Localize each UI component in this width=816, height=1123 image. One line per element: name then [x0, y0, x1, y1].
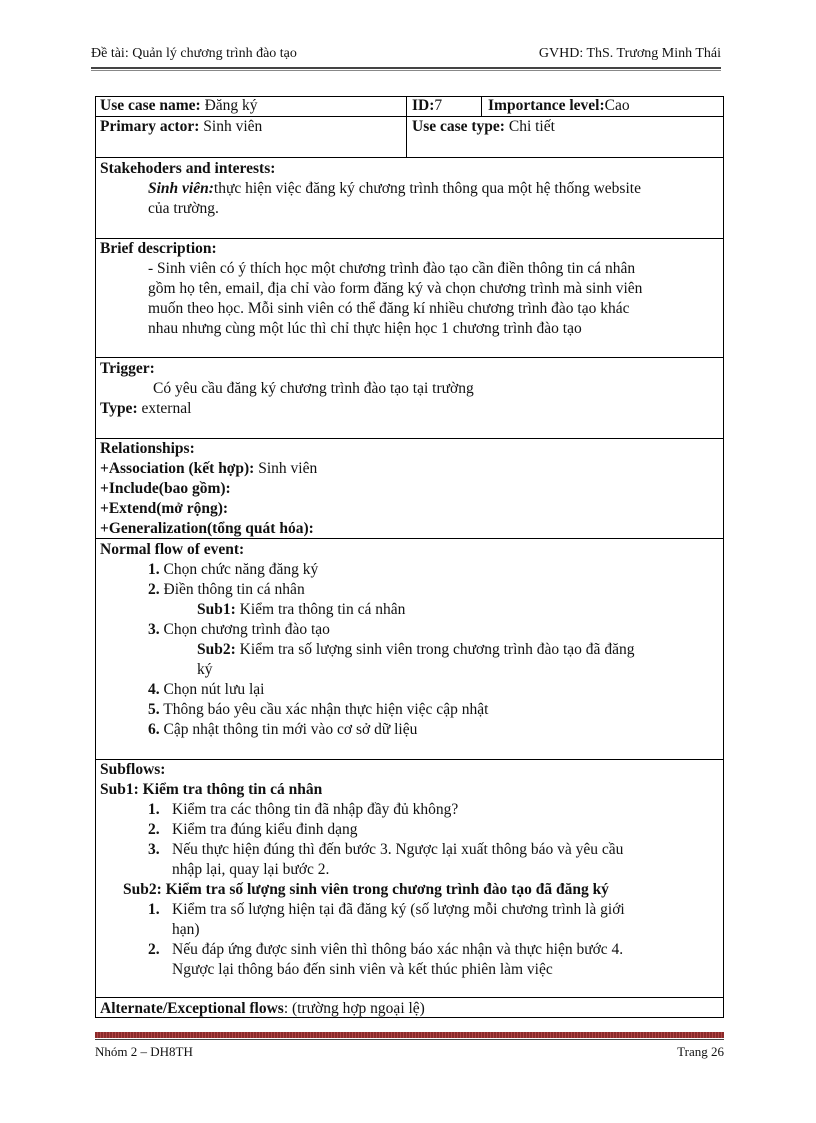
- step-number: 2.: [148, 581, 160, 598]
- table-line-normal-flow: [95, 759, 724, 760]
- footer-group: Nhóm 2 – DH8TH: [95, 1044, 193, 1059]
- step-number: 5.: [148, 701, 160, 718]
- brief-line: - Sinh viên có ý thích học một chương trình đào tạo cần điền thông tin cá nhân: [148, 260, 636, 277]
- association-value: Sinh viên: [254, 460, 318, 477]
- table-line-brief: [95, 357, 724, 358]
- step-text: Chọn chức năng đăng ký: [159, 561, 319, 578]
- step-text: Chọn nút lưu lại: [159, 681, 265, 698]
- brief-line: gồm họ tên, email, địa chỉ vào form đăng ký và chọn chương trình mà sinh viên: [148, 280, 643, 297]
- stakeholder-actor: Sinh viên:: [148, 180, 214, 197]
- normal-flow-sub2: [197, 640, 634, 660]
- alternate-flows: [100, 999, 425, 1019]
- normal-flow-step: [148, 620, 330, 640]
- step-text: Điền thông tin cá nhân: [159, 581, 305, 598]
- subflow1-title: Sub1: Kiểm tra thông tin cá nhân: [100, 781, 323, 798]
- footer-rule: [95, 1032, 724, 1038]
- footer-page-number: Trang 26: [677, 1044, 724, 1059]
- use-case-name-label: Use case name:: [100, 97, 201, 114]
- use-case-name-cell: [100, 96, 258, 116]
- table-vline-mid: [406, 96, 407, 157]
- table-vline-id: [481, 96, 482, 116]
- stakeholders-title: Stakehoders and interests:: [100, 160, 276, 177]
- primary-actor-cell: [100, 117, 262, 137]
- association-label: +Association (kết hợp):: [100, 460, 255, 477]
- step-text: Chọn chương trình đào tạo: [159, 621, 330, 638]
- subflow2-title: Sub2: Kiểm tra số lượng sinh viên trong chương trình đào tạo đã đăng ký: [123, 881, 609, 898]
- step-number: 3.: [148, 621, 160, 638]
- page-footer: [95, 1044, 724, 1062]
- normal-flow-sub1: [197, 600, 405, 620]
- subflow-step-text-cont: nhập lại, quay lại bước 2.: [172, 861, 330, 878]
- header-topic: Đề tài: Quản lý chương trình đào tạo: [91, 46, 297, 61]
- brief-title: Brief description:: [100, 240, 217, 257]
- subflow-step-text: Kiểm tra số lượng hiện tại đã đăng ký (số lượng mỗi chương trình là giới: [172, 901, 625, 918]
- relationship-include: +Include(bao gồm):: [100, 480, 231, 497]
- normal-flow-step: [148, 580, 305, 600]
- importance-value: Cao: [604, 97, 630, 114]
- subflow-step-number: 2.: [148, 941, 160, 958]
- relationships-title: Relationships:: [100, 440, 195, 457]
- use-case-type-label: Use case type:: [412, 118, 505, 135]
- alternate-flows-value: : (trường hợp ngoại lệ): [283, 1000, 425, 1017]
- subflow-step-text-cont: Ngược lại thông báo đến sinh viên và kết thúc phiên làm việc: [172, 961, 553, 978]
- subflow-step-text: Kiểm tra đúng kiểu đinh dạng: [172, 821, 358, 838]
- trigger-type: [100, 399, 191, 419]
- subflows-title: Subflows:: [100, 761, 166, 778]
- normal-flow-step: [148, 720, 417, 740]
- trigger-title: Trigger:: [100, 360, 155, 377]
- step-text: Cập nhật thông tin mới vào cơ sở dữ liệu: [159, 721, 418, 738]
- use-case-name-value: Đăng ký: [200, 97, 258, 114]
- subflow-step-text: Nếu đáp ứng được sinh viên thì thông báo xác nhận và thực hiện bước 4.: [172, 941, 624, 958]
- subflow-step-number: 1.: [148, 901, 160, 918]
- relationship-extend: +Extend(mở rộng):: [100, 500, 229, 517]
- sub2-label: Sub2:: [197, 641, 236, 658]
- subflow-step-text: Kiểm tra các thông tin đã nhập đầy đủ không?: [172, 801, 459, 818]
- use-case-type-value: Chi tiết: [504, 118, 555, 135]
- trigger-type-label: Type:: [100, 400, 138, 417]
- step-number: 1.: [148, 561, 160, 578]
- primary-actor-label: Primary actor:: [100, 118, 200, 135]
- normal-flow-title: Normal flow of event:: [100, 541, 245, 558]
- stakeholder-interest: thực hiện việc đăng ký chương trình thông qua một hệ thống website: [213, 180, 641, 197]
- page-header: [91, 46, 721, 66]
- header-advisor: GVHD: ThS. Trương Minh Thái: [538, 46, 721, 61]
- sub2-text: Kiểm tra số lượng sinh viên trong chương trình đào tạo đã đăng: [235, 641, 635, 658]
- normal-flow-step: [148, 680, 264, 700]
- importance-cell: [488, 96, 630, 116]
- id-label: ID:: [412, 97, 435, 114]
- use-case-type-cell: [412, 117, 555, 137]
- normal-flow-step: [148, 700, 488, 720]
- subflow-step-text: Nếu thực hiện đúng thì đến bước 3. Ngược lại xuất thông báo và yêu cầu: [172, 841, 624, 858]
- step-number: 6.: [148, 721, 160, 738]
- subflow-step-number: 1.: [148, 801, 160, 818]
- primary-actor-value: Sinh viên: [199, 118, 263, 135]
- subflow-step-number: 3.: [148, 841, 160, 858]
- footer-rule-thin: [95, 1039, 724, 1040]
- table-line-subflows: [95, 997, 724, 998]
- brief-line: nhau nhưng cùng một lúc thì chỉ thực hiện học 1 chương trình đào tạo: [148, 320, 582, 337]
- id-value: 7: [434, 97, 443, 114]
- importance-label: Importance level:: [488, 97, 605, 114]
- header-rule: [91, 67, 721, 69]
- table-line-row2: [95, 157, 724, 158]
- header-rule-thin: [91, 70, 721, 71]
- step-text: Thông báo yêu cầu xác nhận thực hiện việc cập nhật: [159, 701, 489, 718]
- normal-flow-sub2-cont: ký: [197, 661, 213, 678]
- step-number: 4.: [148, 681, 160, 698]
- relationship-generalization: +Generalization(tổng quát hóa):: [100, 520, 314, 537]
- relationship-association: [100, 459, 317, 479]
- id-cell: [412, 96, 442, 116]
- alternate-flows-label: Alternate/Exceptional flows: [100, 1000, 284, 1017]
- subflow-step-number: 2.: [148, 821, 160, 838]
- normal-flow-step: [148, 560, 318, 580]
- stakeholders-line2: của trường.: [148, 200, 219, 217]
- brief-line: muốn theo học. Mỗi sinh viên có thể đăng kí nhiều chương trình đào tạo khác: [148, 300, 630, 317]
- subflow-step-text-cont: hạn): [172, 921, 200, 938]
- stakeholders-line1: [148, 179, 641, 199]
- trigger-type-value: external: [137, 400, 192, 417]
- sub1-text: Kiểm tra thông tin cá nhân: [235, 601, 406, 618]
- trigger-text: Có yêu cầu đăng ký chương trình đào tạo tại trường: [153, 380, 474, 397]
- sub1-label: Sub1:: [197, 601, 236, 618]
